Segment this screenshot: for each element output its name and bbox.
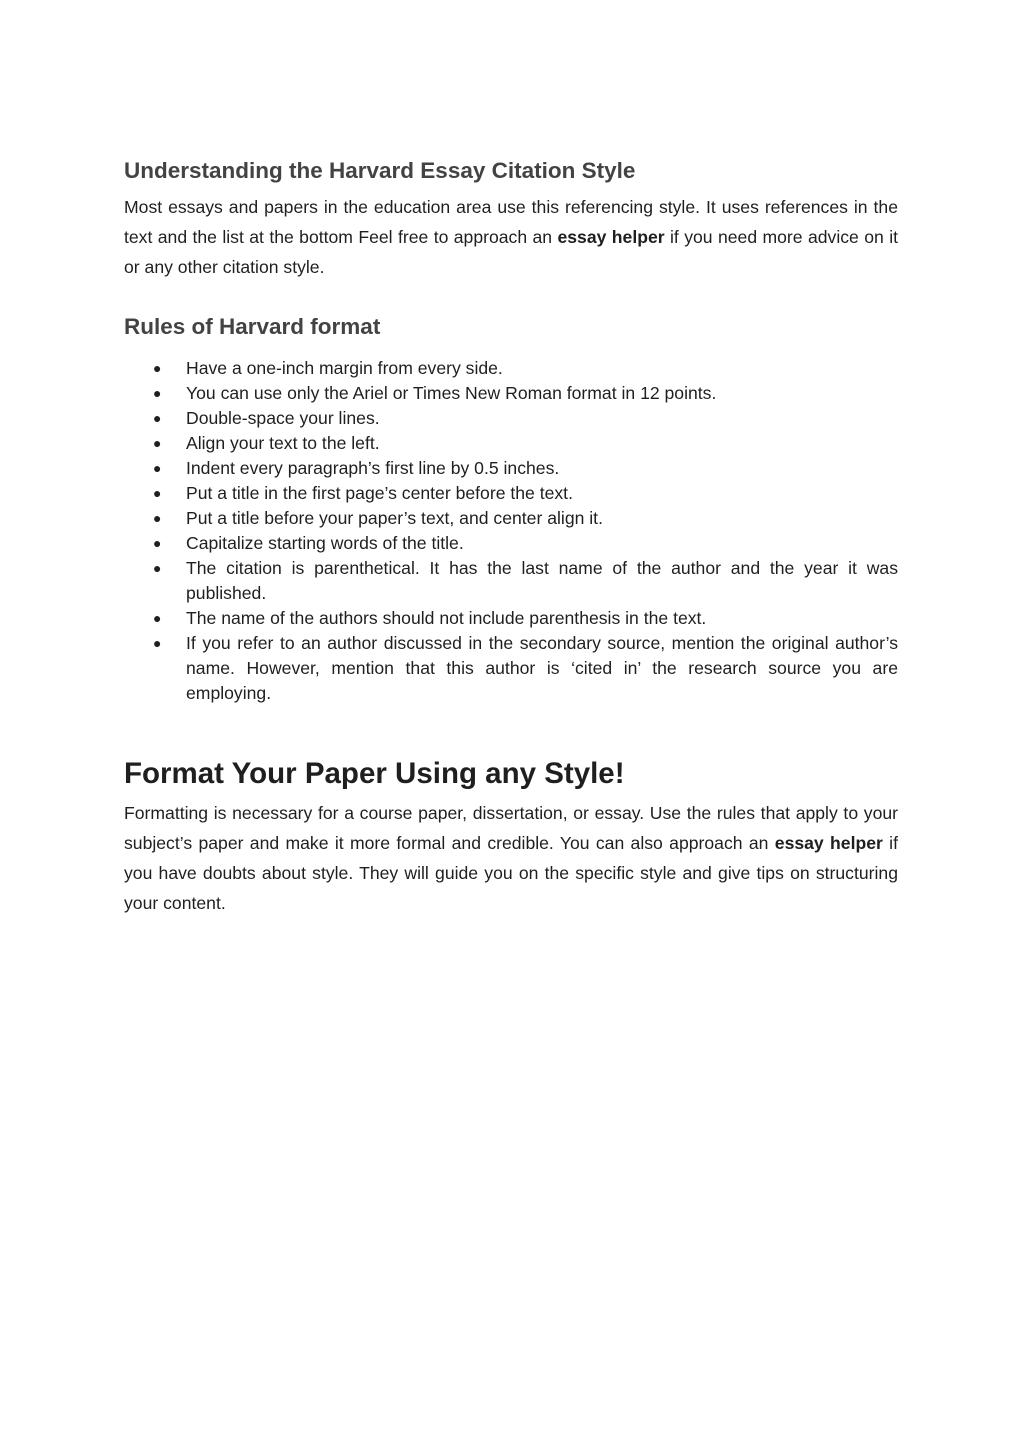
bullet-icon: ● — [153, 535, 162, 551]
rule-item — [124, 631, 898, 706]
rule-item — [124, 381, 898, 406]
rule-text: Indent every paragraph’s first line by 0.5 inches. — [186, 458, 560, 478]
rule-text: Have a one-inch margin from every side. — [186, 358, 503, 378]
rule-text: You can use only the Ariel or Times New Roman format in 12 points. — [186, 383, 717, 403]
paragraph-text: Most essays and papers in the education area use this referencing style. It uses references in the text and the list at the bottom Feel free to approach an — [124, 197, 898, 247]
bullet-icon: ● — [153, 435, 162, 451]
section-heading-harvard-citation: Understanding the Harvard Essay Citation Style — [124, 158, 636, 183]
section-heading-harvard-rules: Rules of Harvard format — [124, 314, 381, 339]
rule-item — [124, 431, 898, 456]
paragraph-text: if you have doubts about style. They will guide you on the specific style and give tips on structuring your content. — [124, 833, 898, 913]
harvard-rules-list — [124, 356, 898, 706]
bullet-icon: ● — [153, 410, 162, 426]
rule-text: Put a title before your paper’s text, and center align it. — [186, 508, 603, 528]
bullet-icon: ● — [153, 360, 162, 376]
bullet-icon: ● — [153, 385, 162, 401]
rule-item — [124, 356, 898, 381]
rule-text: The citation is parenthetical. It has the last name of the author and the year it was published. — [186, 558, 898, 603]
section-heading-format-paper: Format Your Paper Using any Style! — [124, 757, 625, 790]
rule-item — [124, 606, 898, 631]
rule-text: Put a title in the first page’s center before the text. — [186, 483, 573, 503]
rule-item — [124, 481, 898, 506]
bullet-icon: ● — [153, 510, 162, 526]
paragraph-text: if you need more advice on it or any other citation style. — [124, 227, 898, 277]
format-paper-paragraph — [124, 798, 898, 918]
bullet-icon: ● — [153, 635, 162, 651]
rule-text: Capitalize starting words of the title. — [186, 533, 464, 553]
bullet-icon: ● — [153, 610, 162, 626]
essay-helper-bold-text: essay helper — [557, 227, 665, 247]
rule-item — [124, 506, 898, 531]
rule-text: Align your text to the left. — [186, 433, 380, 453]
harvard-intro-paragraph — [124, 192, 898, 282]
essay-helper-bold-text: essay helper — [774, 833, 883, 853]
rule-text: If you refer to an author discussed in the secondary source, mention the original author’s name. However, mention that this author is ‘cited in’ the research source you are employing. — [186, 633, 898, 703]
rule-item — [124, 556, 898, 606]
paragraph-text: Formatting is necessary for a course paper, dissertation, or essay. Use the rules that apply to your subject’s paper and make it more formal and credible. You can also approach an — [124, 803, 898, 853]
rule-item — [124, 406, 898, 431]
rule-item — [124, 531, 898, 556]
bullet-icon: ● — [153, 485, 162, 501]
rule-item — [124, 456, 898, 481]
bullet-icon: ● — [153, 560, 162, 576]
bullet-icon: ● — [153, 460, 162, 476]
rule-text: The name of the authors should not include parenthesis in the text. — [186, 608, 707, 628]
rule-text: Double-space your lines. — [186, 408, 380, 428]
